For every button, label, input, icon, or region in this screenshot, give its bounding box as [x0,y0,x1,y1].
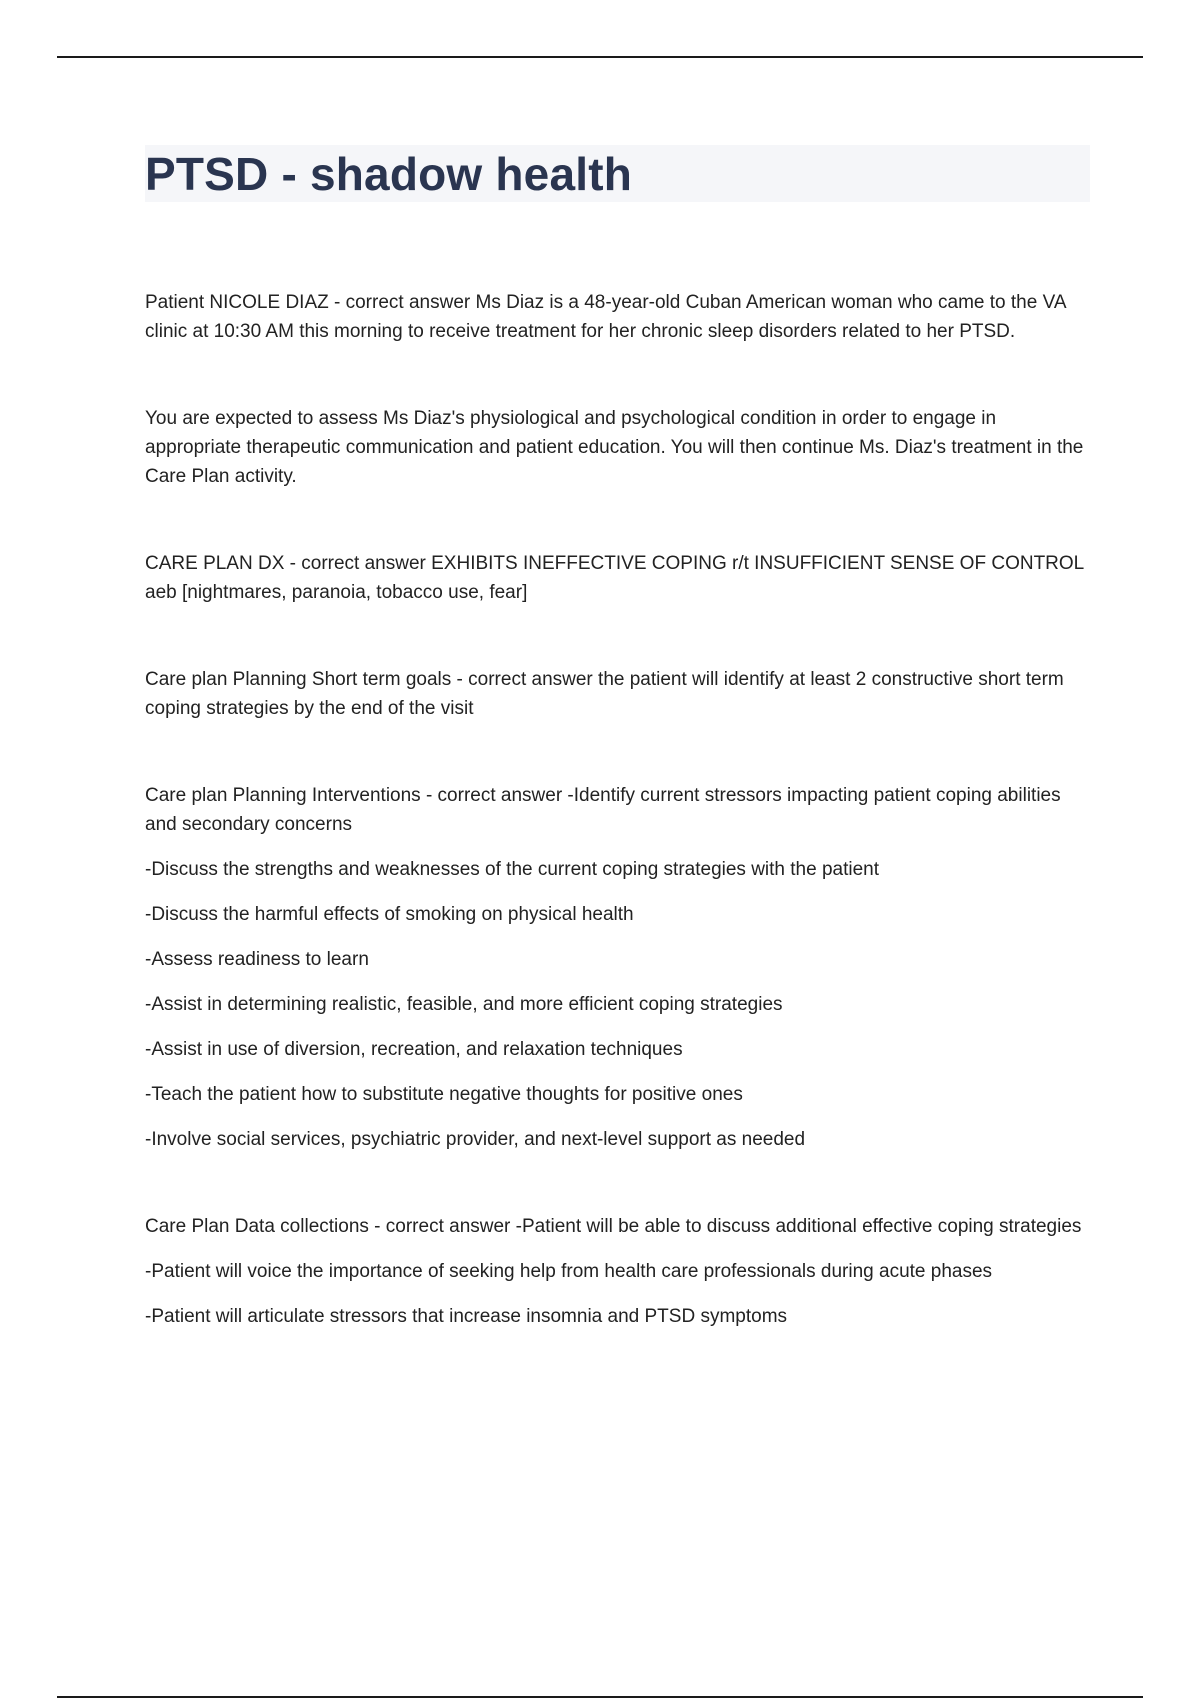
entry-text: Patient NICOLE DIAZ - correct answer Ms Diaz is a 48-year-old Cuban American woman who came to the VA clinic at 10:30 AM this morning to receive treatment for her chronic sleep disorders related to her PTSD. [145,292,1066,342]
intervention-item: -Discuss the harmful effects of smoking on physical health [145,904,634,925]
document-body [145,145,1090,1389]
footer-rule [57,1696,1143,1698]
page-title: PTSD - shadow health [145,147,633,200]
entry-text: CARE PLAN DX - correct answer EXHIBITS INEFFECTIVE COPING r/t INSUFFICIENT SENSE OF CONTROL aeb [nightmares, paranoia, tobacco use, fear] [145,553,1084,603]
data-collection-item: -Patient will voice the importance of seeking help from health care professionals during acute phases [145,1261,993,1282]
entry-patient [145,288,1090,346]
entry-assessment [145,404,1090,491]
entry-data-collections [145,1212,1090,1331]
data-collection-item: -Patient will articulate stressors that increase insomnia and PTSD symptoms [145,1306,788,1327]
intervention-item: -Assist in use of diversion, recreation, and relaxation techniques [145,1039,683,1060]
intervention-item: -Assist in determining realistic, feasible, and more efficient coping strategies [145,994,783,1015]
intervention-item: -Teach the patient how to substitute negative thoughts for positive ones [145,1084,743,1105]
title-band [145,145,1090,202]
header-rule [57,56,1143,58]
entry-text: Care plan Planning Short term goals - correct answer the patient will identify at least 2 constructive short term coping strategies by the end of the visit [145,669,1064,719]
intervention-item: -Assess readiness to learn [145,949,369,970]
entry-care-plan-dx [145,549,1090,607]
entry-text: Care Plan Data collections - correct answer -Patient will be able to discuss additional effective coping strategies [145,1216,1082,1237]
entry-interventions [145,781,1090,1154]
entry-text: Care plan Planning Interventions - correct answer -Identify current stressors impacting patient coping abilities and secondary concerns [145,785,1061,835]
entry-short-term-goals [145,665,1090,723]
intervention-item: -Discuss the strengths and weaknesses of the current coping strategies with the patient [145,859,880,880]
entry-text: You are expected to assess Ms Diaz's physiological and psychological condition in order to engage in appropriate therapeutic communication and patient education. You will then continue Ms. Diaz's treatment in the Care Plan activity. [145,408,1084,487]
intervention-item: -Involve social services, psychiatric provider, and next-level support as needed [145,1129,806,1150]
